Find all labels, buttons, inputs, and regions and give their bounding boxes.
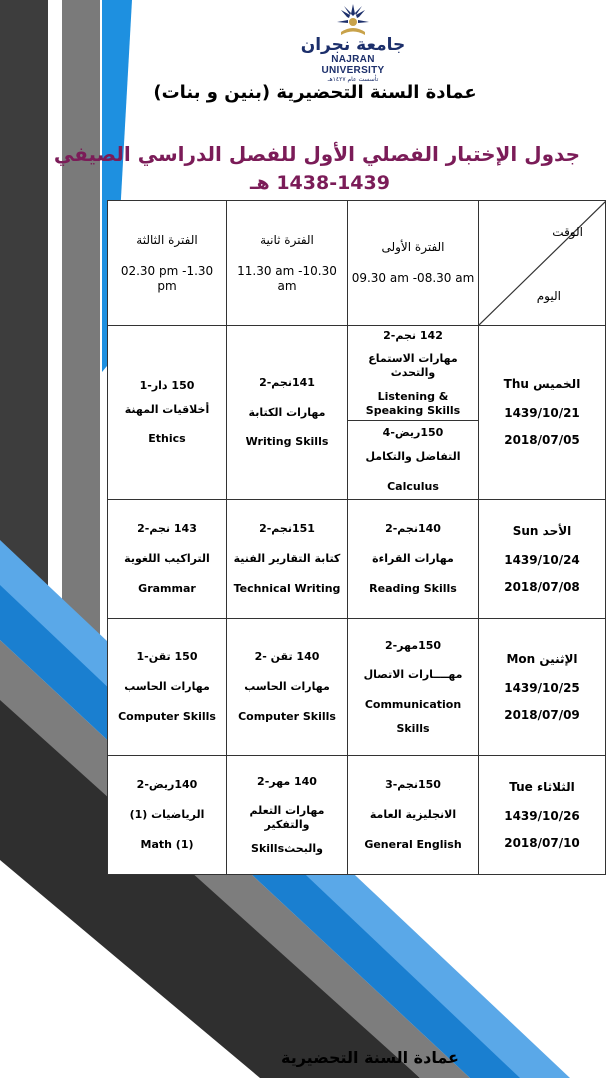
- course-english-name: Technical Writing: [233, 581, 341, 595]
- logo-arabic-name: جامعة نجران: [300, 35, 406, 55]
- day-gregorian-date: 2018/07/09: [504, 707, 580, 722]
- course-english-name-2: Skills: [396, 721, 430, 735]
- day-name: الأحد Sun: [512, 523, 572, 538]
- course-arabic-name: مهــــارات الاتصال: [363, 668, 463, 682]
- course-english-name: Grammar: [138, 581, 196, 595]
- exam-cell: [108, 500, 227, 619]
- exam-cell: [227, 756, 348, 875]
- table-row: [108, 756, 606, 875]
- course-arabic-name: مهارات التعلم والتفكير: [249, 804, 325, 831]
- period-header-3: [108, 201, 227, 326]
- day-cell: [479, 619, 606, 756]
- course-english-name: Computer Skills: [118, 709, 216, 723]
- exam-cell: [227, 326, 348, 500]
- exam-cell: [348, 421, 479, 500]
- course-arabic-name: مهارات الاستماع والتحدث: [368, 352, 458, 380]
- course-english-name: Communication: [364, 698, 462, 711]
- course-code: 151نجم-2: [259, 522, 315, 536]
- course-arabic-name: مهارات الكتابة: [248, 405, 326, 419]
- day-gregorian-date: 2018/07/05: [504, 433, 580, 447]
- diagonal-divider: [479, 201, 606, 325]
- day-gregorian-date: 2018/07/10: [504, 835, 580, 850]
- deanship-heading: عمادة السنة التحضيرية (بنين و بنات): [153, 82, 477, 103]
- course-english-name: General English: [364, 837, 462, 851]
- table-row: [108, 326, 606, 421]
- course-arabic-name: الرياضيات (1): [129, 808, 205, 822]
- day-name: الإثنين Mon: [506, 651, 578, 666]
- course-code: 150نجم-3: [385, 778, 441, 792]
- exam-cell: [348, 326, 479, 421]
- course-code: 141نجم-2: [259, 375, 315, 389]
- period-header-1: [348, 201, 479, 326]
- course-code: 150 دار-1: [139, 378, 195, 392]
- day-cell: [479, 326, 606, 500]
- day-name: الثلاثاء Tue: [509, 779, 575, 794]
- course-arabic-name: أخلاقيات المهنة: [124, 402, 210, 416]
- table-row: [108, 619, 606, 756]
- course-code: 140ريض-2: [136, 778, 198, 792]
- day-gregorian-date: 2018/07/08: [504, 579, 580, 594]
- course-english-name: Writing Skills: [245, 435, 329, 449]
- period-time: 02.30 pm -1.30 pm: [120, 263, 214, 293]
- course-code: 150 تقن-1: [136, 650, 198, 664]
- course-arabic-name: كتابة التقارير الفنية: [233, 552, 341, 566]
- schedule-title: جدول الإختبار الفصلي الأول للفصل الدراسي الصيفي: [53, 142, 580, 166]
- corner-cell: [479, 201, 606, 326]
- period-name: الفترة الثالثة: [136, 232, 198, 247]
- course-english-name: والبحثSkills: [251, 841, 323, 855]
- table-header-row: [108, 201, 606, 326]
- course-arabic-name: التراكيب اللغوية: [124, 552, 210, 566]
- corner-day-label: اليوم: [536, 289, 561, 303]
- exam-cell: [227, 619, 348, 756]
- course-code: 140نجم-2: [385, 522, 441, 536]
- exam-schedule-table: [107, 200, 606, 875]
- exam-cell: [348, 500, 479, 619]
- course-code: 150ريض-4: [382, 426, 444, 440]
- course-english-name: Listening & Speaking Skills: [365, 389, 461, 417]
- day-hijri-date: 1439/10/24: [504, 552, 580, 567]
- period-header-2: [227, 201, 348, 326]
- course-code: 140 مهر-2: [257, 774, 317, 788]
- course-arabic-name: مهارات الحاسب: [124, 680, 210, 694]
- table-row: [108, 500, 606, 619]
- exam-cell: [108, 619, 227, 756]
- star-emblem-icon: [333, 2, 373, 38]
- course-arabic-name: مهارات الحاسب: [244, 680, 330, 694]
- exam-cell: [108, 756, 227, 875]
- period-name: الفترة الأولى: [381, 240, 445, 254]
- corner-time-label: الوقت: [552, 225, 583, 239]
- course-english-name: Computer Skills: [238, 709, 336, 723]
- period-time: 11.30 am -10.30 am: [237, 263, 337, 293]
- logo-established: تأسست عام ١٤٢٧هـ: [327, 76, 379, 83]
- course-english-name: Calculus: [387, 479, 439, 493]
- course-english-name: Math (1): [140, 837, 194, 851]
- footer-deanship: عمادة السنة التحضيرية: [281, 1048, 459, 1067]
- course-arabic-name: التفاضل والتكامل: [365, 450, 461, 464]
- course-code: 143 نجم-2: [137, 522, 197, 536]
- period-time: 09.30 am -08.30 am: [351, 271, 475, 285]
- course-arabic-name: مهارات القراءة: [372, 552, 454, 566]
- logo-english-name: NAJRAN UNIVERSITY: [321, 54, 385, 76]
- exam-cell: [348, 619, 479, 756]
- course-english-name: Ethics: [148, 432, 186, 446]
- day-cell: [479, 500, 606, 619]
- exam-cell: [108, 326, 227, 500]
- course-english-name: Reading Skills: [369, 581, 457, 595]
- day-hijri-date: 1439/10/21: [504, 406, 580, 420]
- exam-cell: [348, 756, 479, 875]
- schedule-year: 1438-1439 هـ: [250, 172, 390, 194]
- day-name: الخميس Thu: [503, 377, 581, 391]
- day-cell: [479, 756, 606, 875]
- day-hijri-date: 1439/10/26: [504, 808, 580, 823]
- exam-cell: [227, 500, 348, 619]
- day-hijri-date: 1439/10/25: [504, 680, 580, 695]
- course-code: 140 تقن -2: [254, 650, 320, 664]
- course-code: 150مهر-2: [384, 638, 442, 652]
- university-logo: [300, 2, 406, 83]
- period-name: الفترة ثانية: [260, 232, 314, 247]
- course-arabic-name: الانجليزية العامة: [369, 808, 457, 822]
- course-code: 142 نجم-2: [383, 328, 443, 342]
